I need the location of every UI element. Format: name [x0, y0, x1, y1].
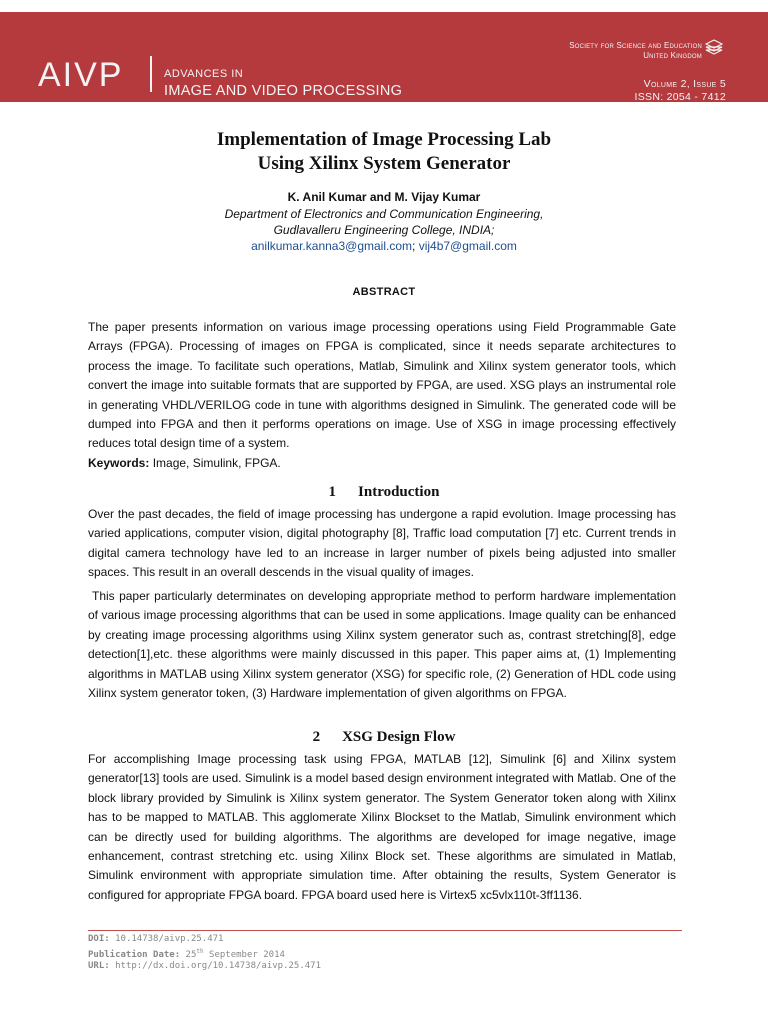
affiliation-line2: Gudlavalleru Engineering College, INDIA;: [273, 223, 495, 237]
volume-issue: Volume 2, Issue 5: [643, 78, 726, 90]
pubdate-rest: September 2014: [209, 949, 285, 960]
url-label: URL:: [88, 961, 110, 971]
email-separator: ;: [412, 239, 416, 253]
society-line2: United Kingdom: [643, 51, 702, 60]
society-line1: Society for Science and Education: [569, 41, 702, 50]
paper-title-line1: Implementation of Image Processing Lab: [216, 129, 552, 150]
issn: ISSN: 2054 - 7412: [634, 91, 726, 103]
section-heading-xsg-design-flow: [0, 729, 768, 746]
pubdate-label: Publication Date:: [88, 949, 181, 960]
keywords-value: Image, Simulink, FPGA.: [152, 456, 281, 470]
footer-rule: [88, 930, 682, 931]
abstract-text: The paper presents information on various image processing operations using Field Programmable Gate Arrays (FPGA). Processing of images on FPGA is complicated, since it needs separate architectures to process the image. To facilitate such operations, Matlab, Simulink and Xilinx system generator tools, which convert the image into suitable formats that are supported by FPGA, are used. XSG plays an instrumental role in generating VHDL/VERILOG code in tune with algorithms designed in Simulink. The generated code will be dumped into FPGA and then it performs operations on image. Use of XSG in image processing effectively reduces total design time of a system.: [88, 320, 676, 451]
email-link-2[interactable]: vij4b7@gmail.com: [418, 239, 517, 253]
pubdate-suffix: th: [196, 947, 204, 955]
society-emblem-icon: [705, 39, 723, 57]
intro-paragraph-1: Over the past decades, the field of image processing has undergone a rapid evolution. Image processing has varied applications, computer vision, digital photography [8], Traffic load computation [7] etc. Current trends in digital camera technology have led to an increase in larger number of pixels being adjusted into smaller spaces. This result in an overall descends in the visual quality of images.: [88, 507, 676, 580]
email-link-1[interactable]: anilkumar.kanna3@gmail.com: [251, 239, 412, 253]
paper-title: [0, 128, 768, 176]
doi-label: DOI:: [88, 934, 110, 944]
keywords: [88, 456, 281, 470]
journal-banner: [0, 12, 768, 102]
paper-title-line2: Using Xilinx System Generator: [257, 153, 511, 174]
footer-url: [88, 961, 321, 973]
section-title: Introduction: [358, 484, 440, 500]
doi-value: 10.14738/aivp.25.471: [115, 934, 224, 944]
footer-doi: [88, 934, 321, 946]
journal-logo: AIVP: [38, 56, 124, 94]
section-number: 2: [312, 729, 321, 745]
footer-publication-date: [88, 946, 321, 962]
section-title: XSG Design Flow: [342, 729, 456, 745]
logo-divider: [150, 56, 152, 92]
section-heading-introduction: [0, 484, 768, 501]
society-name: [569, 41, 702, 61]
authors: K. Anil Kumar and M. Vijay Kumar: [287, 190, 481, 204]
url-link[interactable]: http://dx.doi.org/10.14738/aivp.25.471: [115, 961, 322, 971]
pubdate-day: 25: [185, 949, 197, 960]
keywords-label: Keywords:: [88, 456, 150, 470]
abstract-heading: ABSTRACT: [352, 286, 416, 298]
affiliation-line1: Department of Electronics and Communication Engineering,: [224, 207, 544, 221]
volume-info: [635, 78, 727, 104]
journal-name-line2: IMAGE AND VIDEO PROCESSING: [164, 83, 403, 99]
intro-paragraph-2: This paper particularly determinates on developing appropriate method to perform hardware implementation of various image processing algorithms that can be used in some applications. Image quality can be enhanced by creating image processing algorithms using Xilinx system generator such as, contrast stretching[8], edge detection[1],etc. these algorithms were mainly discussed in this paper. This paper aims at, (1) Implementing algorithms in MATLAB using Xilinx system generator (XSG) for specific role, (2) Generation of HDL code using Xilinx system generator token, (3) Hardware implementation of given algorithms on FPGA.: [88, 589, 676, 701]
author-emails: [0, 239, 768, 253]
journal-name-line1: ADVANCES IN: [164, 68, 244, 80]
xsg-paragraph-1: For accomplishing Image processing task using FPGA, MATLAB [12], Simulink [6] and Xilinx system generator[13] tools are used. Simulink is a model based design environment integrated with Matlab. One of the block library provided by Simulink is Xilinx system generator. The System Generator token along with Xilinx has to be mapped to MATLAB. This agglomerate Xilinx Blockset to the Matlab, Simulink environment which can be directly used for building algorithms. The algorithms are developed for image negative, image enhancement, contrast stretching etc. using Xilinx Block set. These algorithms are simulated in Matlab, Simulink environment with appropriate simulation time. After obtaining the results, System Generator is configured for appropriate FPGA board. FPGA board used here is Virtex5 xc5vlx110t-3ff1136.: [88, 752, 676, 902]
section-number: 1: [328, 484, 337, 500]
footer-metadata: [88, 934, 321, 973]
